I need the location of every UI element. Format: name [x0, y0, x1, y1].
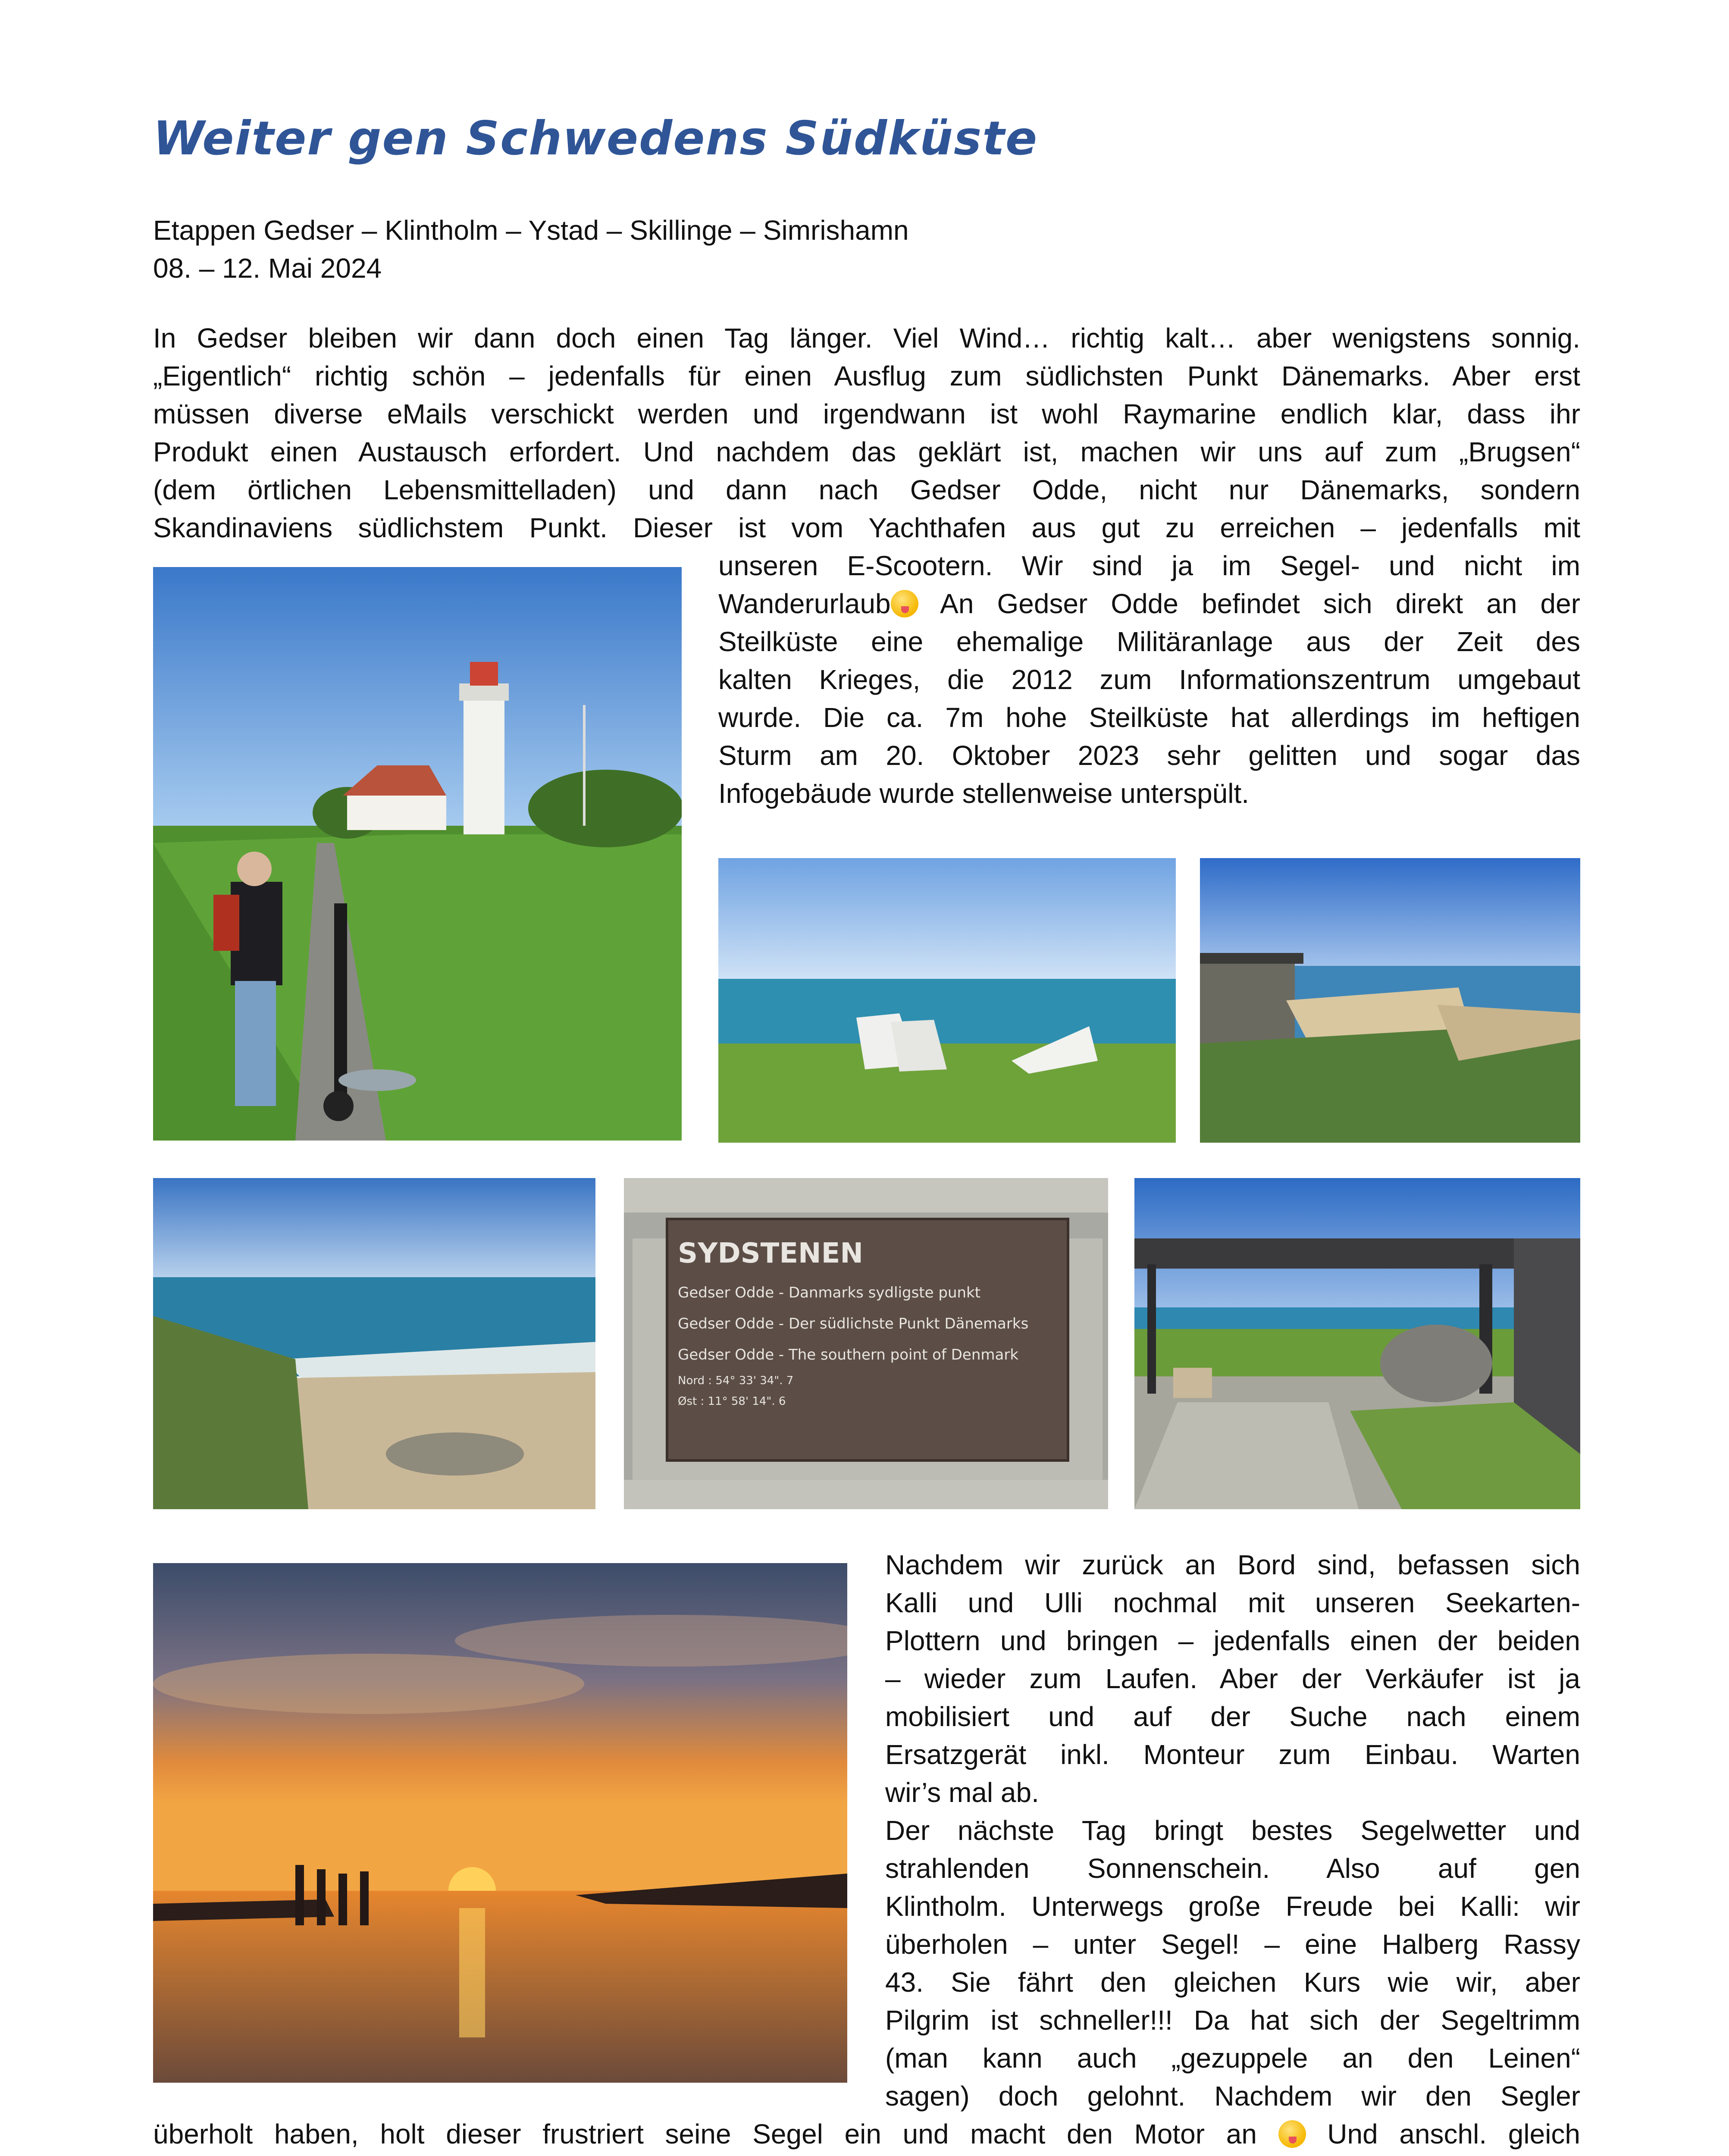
tongue-out-emoji-icon: [1278, 2120, 1306, 2148]
text-line: mobilisiert und auf der Suche nach einem: [885, 1701, 1580, 1732]
text-line: Kalli und Ulli nochmal mit unseren Seekarten-: [885, 1587, 1580, 1618]
text-line: überholen – unter Segel! – eine Halberg Rassy: [885, 1929, 1580, 1960]
text-line: wir’s mal ab.: [885, 1777, 1039, 1808]
text-fragment: An Gedser Odde befindet sich direkt an der: [918, 588, 1580, 619]
text-line: [718, 585, 1580, 623]
sunset-harbour-photo: [153, 1563, 847, 2083]
text-fragment: Wanderurlaub: [718, 588, 891, 619]
text-line: Der nächste Tag bringt bestes Segelwetter und: [885, 1815, 1580, 1846]
plaque-line: Gedser Odde - Danmarks sydligste punkt: [678, 1284, 981, 1301]
subtitle-stages: Etappen Gedser – Klintholm – Ystad – Skillinge – Simrishamn: [153, 215, 909, 246]
plaque-line: Gedser Odde - Der südlichste Punkt Dänemarks: [678, 1315, 1029, 1332]
text-line: Pilgrim ist schneller!!! Da hat sich der Segeltrimm: [885, 2005, 1580, 2036]
text-line: Nachdem wir zurück an Bord sind, befassen sich: [885, 1549, 1580, 1580]
text-line: Klintholm. Unterwegs große Freude bei Kalli: wir: [885, 1891, 1580, 1922]
text-line: (dem örtlichen Lebensmittelladen) und dann nach Gedser Odde, nicht nur Dänemarks, sondern: [153, 474, 1580, 505]
text-line: In Gedser bleiben wir dann doch einen Tag länger. Viel Wind… richtig kalt… aber wenigstens sonnig.: [153, 323, 1580, 354]
plaque-coordinate: Nord : 54° 33' 34". 7: [678, 1374, 794, 1387]
page-title: Weiter gen Schwedens Südküste: [153, 112, 1038, 166]
text-line: kalten Krieges, die 2012 zum Informationszentrum umgebaut: [718, 664, 1580, 695]
lighthouse-scooter-photo: [153, 567, 682, 1141]
text-line: Plottern und bringen – jedenfalls einen der beiden: [885, 1625, 1580, 1656]
pavilion-photo: [1134, 1178, 1580, 1509]
subtitle-dates: 08. – 12. Mai 2024: [153, 253, 382, 284]
text-fragment: überholt haben, holt dieser frustriert seine Segel ein und macht den Motor an: [153, 2118, 1278, 2150]
text-line: Skandinaviens südlichstem Punkt. Dieser ist vom Yachthafen aus gut zu erreichen – jedenfalls mit: [153, 512, 1580, 543]
text-line: müssen diverse eMails verschickt werden und irgendwann ist wohl Raymarine endlich klar, dass ihr: [153, 398, 1580, 429]
sydstenen-plaque-photo: [624, 1178, 1108, 1509]
text-line: [153, 2153, 1580, 2156]
cliff-coast-photo: [1200, 858, 1580, 1143]
deckchairs-sea-photo: [718, 858, 1176, 1143]
text-line: sagen) doch gelohnt. Nachdem wir den Segler: [885, 2081, 1580, 2112]
text-line: Steilküste eine ehemalige Militäranlage aus der Zeit des: [718, 626, 1580, 657]
text-line: (man kann auch „gezuppele an den Leinen“: [885, 2043, 1580, 2074]
text-line: wurde. Die ca. 7m hohe Steilküste hat allerdings im heftigen: [718, 702, 1580, 733]
plaque-coordinate: Øst : 11° 58' 14". 6: [678, 1395, 786, 1408]
text-line: Infogebäude wurde stellenweise unterspült.: [718, 778, 1250, 809]
plaque-heading: SYDSTENEN: [678, 1238, 863, 1269]
text-line: [153, 2115, 1580, 2153]
text-line: Produkt einen Austausch erfordert. Und nachdem das geklärt ist, machen wir uns auf zum „Brugsen“: [153, 436, 1580, 467]
text-line: Ersatzgerät inkl. Monteur zum Einbau. Warten: [885, 1739, 1580, 1770]
text-line: „Eigentlich“ richtig schön – jedenfalls für einen Ausflug zum südlichsten Punkt Dänemarks. Aber erst: [153, 360, 1580, 392]
text-line: – wieder zum Laufen. Aber der Verkäufer ist ja: [885, 1663, 1580, 1694]
beach-photo: [153, 1178, 595, 1509]
text-fragment: Und anschl. gleich: [1306, 2118, 1581, 2150]
text-line: 43. Sie fährt den gleichen Kurs wie wir, aber: [885, 1967, 1580, 1998]
winking-tongue-emoji-icon: [891, 590, 918, 617]
plaque-text-block: [678, 1234, 1028, 1412]
plaque-line: Gedser Odde - The southern point of Denmark: [678, 1346, 1019, 1363]
text-line: Sturm am 20. Oktober 2023 sehr gelitten und sogar das: [718, 740, 1580, 771]
text-line: unseren E-Scootern. Wir sind ja im Segel- und nicht im: [718, 550, 1580, 581]
text-line: strahlenden Sonnenschein. Also auf gen: [885, 1853, 1580, 1884]
